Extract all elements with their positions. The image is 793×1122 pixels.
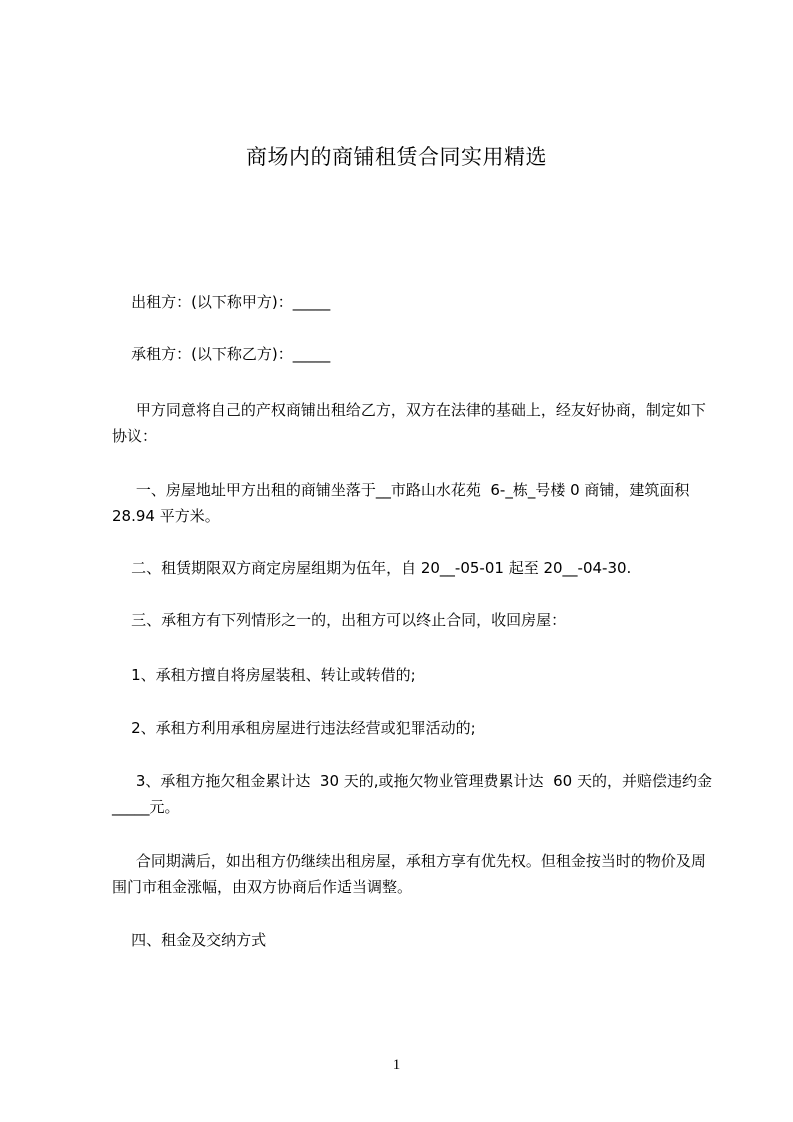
renewal-priority-paragraph: 合同期满后，如出租方仍继续出租房屋，承租方享有优先权。但租金按当时的物价及周围门市租金涨幅，由双方协商后作适当调整。	[112, 852, 706, 896]
clause-3-termination-paragraph: 三、承租方有下列情形之一的，出租方可以终止合同，收回房屋：	[112, 611, 567, 629]
document-title: 商场内的商铺租赁合同实用精选	[246, 145, 547, 169]
clause-3-item-2: 2、承租方利用承租房屋进行违法经营或犯罪活动的;	[112, 719, 476, 737]
lessee-line: 承租方：(以下称乙方)：_____	[112, 345, 331, 363]
lessor-line: 出租方：(以下称甲方)：_____	[112, 293, 331, 311]
clause-4-heading: 四、租金及交纳方式	[112, 931, 267, 949]
page-number: 1	[392, 1057, 401, 1073]
agreement-intro-paragraph: 甲方同意将自己的产权商铺出租给乙方，双方在法律的基础上，经友好协商，制定如下协议：	[112, 401, 706, 445]
clause-3-item-1: 1、承租方擅自将房屋装租、转让或转借的;	[112, 666, 416, 684]
clause-1-address-paragraph: 一、房屋地址甲方出租的商铺坐落于__市路山水花苑 6-_栋_号楼 0 商铺，建筑面积 28.94 平方米。	[112, 481, 695, 525]
clause-3-item-3: 3、承租方拖欠租金累计达 30 天的,或拖欠物业管理费累计达 60 天的，并赔偿违约金_____元。	[112, 772, 712, 816]
clause-2-term-paragraph: 二、租赁期限双方商定房屋组期为伍年，自 20__-05-01 起至 20__-04-30.	[112, 559, 632, 577]
